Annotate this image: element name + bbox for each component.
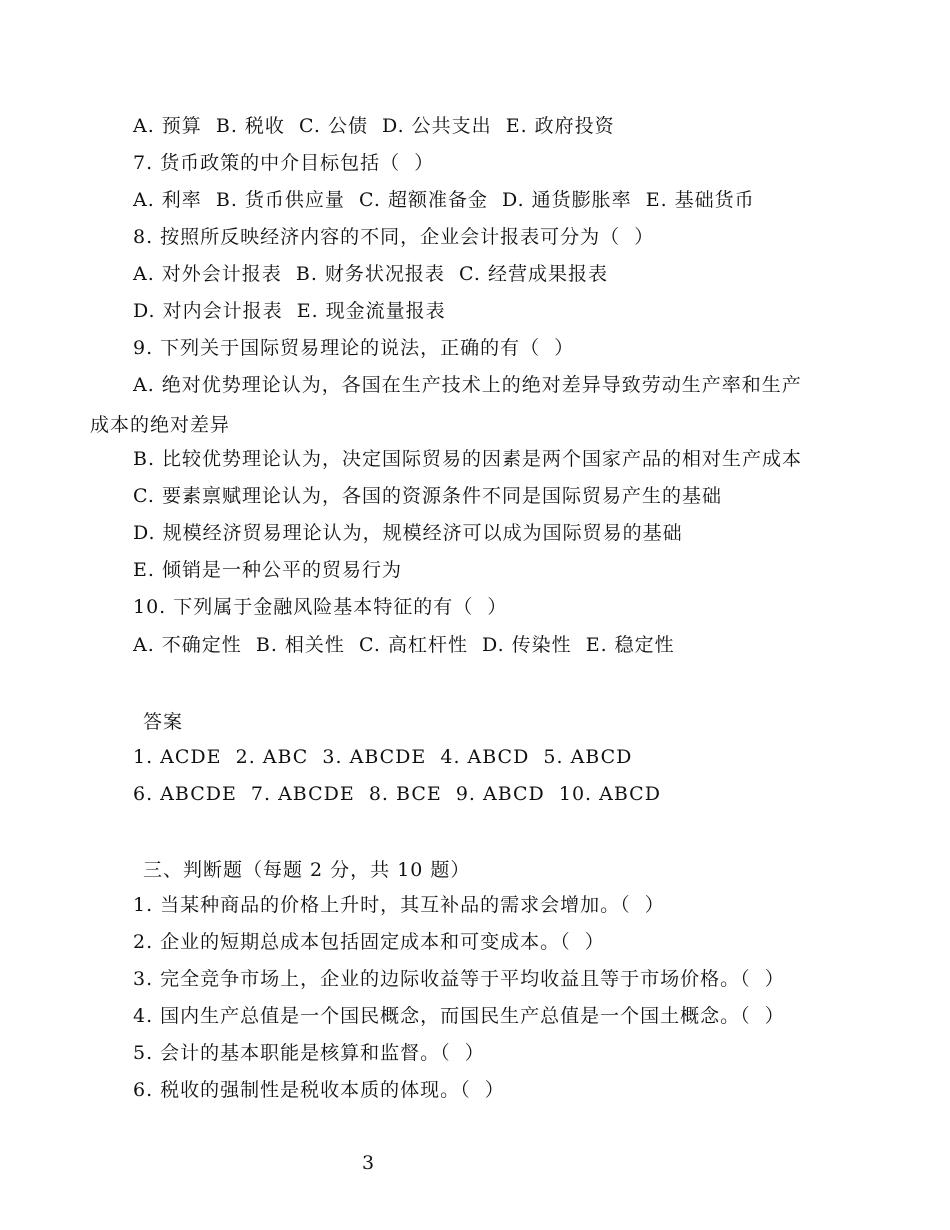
judgement-item-4: 4. 国内生产总值是一个国民概念，而国民生产总值是一个国土概念。（ ） [133, 1005, 785, 1027]
judgement-item-5: 5. 会计的基本职能是核算和监督。（ ） [133, 1042, 485, 1064]
q9-option-e: E. 倾销是一种公平的贸易行为 [133, 559, 402, 581]
section3-title: 三、判断题（每题 2 分，共 10 题） [143, 859, 471, 881]
q9-option-a-line1: A. 绝对优势理论认为，各国在生产技术上的绝对差异导致劳动生产率和生产 [133, 374, 802, 396]
judgement-item-1: 1. 当某种商品的价格上升时，其互补品的需求会增加。（ ） [133, 894, 665, 916]
answers-title: 答案 [143, 711, 184, 733]
q8-stem: 8. 按照所反映经济内容的不同，企业会计报表可分为（ ） [133, 226, 655, 248]
q8-options-line2: D. 对内会计报表 E. 现金流量报表 [133, 300, 446, 322]
answers-line1: 1. ACDE 2. ABC 3. ABCDE 4. ABCD 5. ABCD [133, 746, 633, 768]
q8-options-line1: A. 对外会计报表 B. 财务状况报表 C. 经营成果报表 [133, 263, 608, 285]
q9-option-a-line2: 成本的绝对差异 [90, 414, 231, 436]
judgement-item-3: 3. 完全竞争市场上，企业的边际收益等于平均收益且等于市场价格。（ ） [133, 968, 785, 990]
q7-options: A. 利率 B. 货币供应量 C. 超额准备金 D. 通货膨胀率 E. 基础货币 [133, 189, 755, 211]
prev-question-options: A. 预算 B. 税收 C. 公债 D. 公共支出 E. 政府投资 [133, 115, 615, 137]
judgement-item-6: 6. 税收的强制性是税收本质的体现。（ ） [133, 1079, 505, 1101]
page-number: 3 [362, 1152, 375, 1174]
answers-line2: 6. ABCDE 7. ABCDE 8. BCE 9. ABCD 10. ABCD [133, 783, 661, 805]
q9-stem: 9. 下列关于国际贸易理论的说法，正确的有（ ） [133, 337, 575, 359]
q9-option-b: B. 比较优势理论认为，决定国际贸易的因素是两个国家产品的相对生产成本 [133, 448, 803, 470]
q7-stem: 7. 货币政策的中介目标包括（ ） [133, 152, 435, 174]
q9-option-c: C. 要素禀赋理论认为，各国的资源条件不同是国际贸易产生的基础 [133, 485, 722, 507]
judgement-item-2: 2. 企业的短期总成本包括固定成本和可变成本。（ ） [133, 931, 605, 953]
q10-stem: 10. 下列属于金融风险基本特征的有（ ） [133, 596, 508, 618]
q9-option-d: D. 规模经济贸易理论认为，规模经济可以成为国际贸易的基础 [133, 522, 683, 544]
q10-options: A. 不确定性 B. 相关性 C. 高杠杆性 D. 传染性 E. 稳定性 [133, 634, 675, 656]
